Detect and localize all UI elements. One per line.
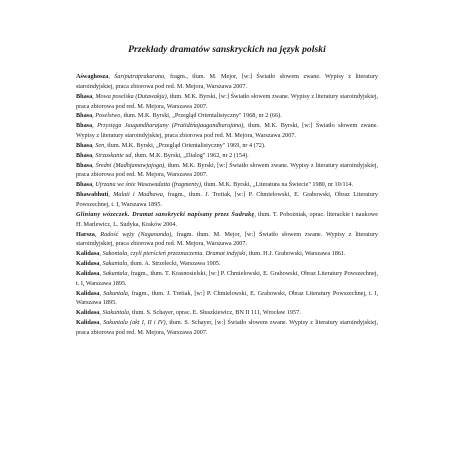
- entry-author: Kalidasa: [76, 260, 100, 268]
- list-item: Bhasa, Ujrzana we śnie Wasawadatta (fragmenty), tłum. M.K. Byrski, „Literatura na Świecie" 1980, nr 10/114.: [76, 181, 354, 189]
- list-item: Kalidasa, Sakuntala, tłum. A. Strzelecki, Warszawa 1905.: [76, 260, 221, 268]
- entry-title: Śariputraprakarana: [114, 73, 165, 80]
- entry-details: , tłum. S. Schayer, oprac. E. Słuszkiewicz, BN II 111, Wrocław 1957.: [128, 309, 301, 317]
- entry-author: Bhawabhuti: [76, 191, 109, 199]
- entry-details: , fragm., tłum. J. Tretiak, [w:] P. Chmielowski, E. Grabowski, Obraz Literatury Powszechnej, t. I, Warszawa 1895.: [76, 289, 378, 307]
- entry-title: Poselstwo: [95, 112, 121, 120]
- entry-author: Kalidasa: [76, 309, 100, 317]
- list-item: Bhasa, Poselstwo, tłum. M.K. Byrski, „Przegląd Orientalistyczny" 1968, nr 2 (66).: [76, 112, 282, 120]
- list-item: [76, 210, 378, 230]
- entry-details: , tłum. M.K. Byrski, [w:] Światło słowem zwane. Wypisy z literatury staroindyjskiej, praca zbiorowa pod red. M. Mejora, Warszawa 2007.: [76, 122, 379, 140]
- entry-author: Kalidasa: [76, 269, 100, 277]
- entry-details: , fragm. tłum. M. Mejor, [w:] Światło słowem zwane. Wypisy z literatury staroindyjskiej, praca zbiorowa pod red. M. Mejora, Warszawa 2007.: [76, 230, 379, 248]
- entry-details: , tłum. T. Pobożniak, oprac. literackie i naukowe H. Marlewicz, L. Sudyka, Kraków 2004.: [76, 210, 378, 228]
- entry-details: , fragm., tłum. M. Mejor, [w:] Światło słowem zwane. Wypisy z literatury staroindyjskiej, praca zbiorowa pod red. M. Mejora, Warszawa 2007.: [76, 73, 378, 90]
- list-item: Bhasa, Mowa poselska (Dutawakja), tłum. M.K. Byrski, [w:] Światło słowem zwane. Wypisy z literatury staroindyjskiej, praca zbiorowa pod red. M. Mejora, Warszawa 2007.: [76, 92, 378, 110]
- list-item: Aśwaghosza, Śariputraprakarana, fragm., tłum. M. Mejor, [w:] Światło słowem zwane. Wypisy z literatury staroindyjskiej, praca zbiorowa pod red. M. Mejora, Warszawa 2007.: [76, 73, 378, 90]
- entry-author: Bhasa: [76, 122, 93, 130]
- entry-title: Sakontala, czyli pierścień przeznaczenia. Dramat indyjski: [102, 250, 246, 258]
- entry-author: Kalidasa: [76, 289, 100, 297]
- entry-author: Aśwaghosza: [76, 73, 109, 80]
- entry-title: Mowa poselska (Dutawakja): [95, 92, 167, 100]
- list-item: Kalidasa, Sakuntala, fragm., tłum. J. Tretiak, [w:] P. Chmielowski, E. Grabowski, Obraz Literatury Powszechnej, t. I, Warszawa 1895.: [76, 289, 378, 307]
- entry-author: Bhasa: [76, 92, 93, 100]
- list-item: Bhawabhuti, Malati i Madhawa, fragm., tłum. J. Tretiak, [w:] P. Chmielowski, E. Grabowski, Obraz Literatury Powszechnej, t. I, Warszawa 1895.: [76, 191, 378, 208]
- entry-author: Harsza: [76, 230, 95, 238]
- entry-author: Bhasa: [76, 112, 93, 120]
- list-item: Bhasa, Strzaskanie ud, tłum. M.K. Byrski, „Dialog" 1962, nr 2 (154).: [76, 151, 249, 159]
- entry-author: Kalidasa: [76, 319, 100, 327]
- list-item: Kalidasa, Sakuntala (akt I, II i IV), tłum. S. Schayer, [w:] Światło słowem zwane. Wypisy z literatury staroindyjskiej, praca zbiorowa pod red. M. Mejora, Warszawa 2007.: [76, 319, 379, 336]
- entry-title: Siakuntala: [102, 309, 129, 317]
- entry-title: Średni (Madhjamawjajoga): [95, 161, 165, 169]
- entry-details: , tłum. M.K. Byrski, „Przegląd Orientalistyczny" 1969, nr 4 (72).: [104, 141, 266, 149]
- entry-author: Bhasa: [76, 181, 93, 189]
- entry-title: Gliniany wózeczek. Dramat sanskrycki napisany przez Śudrakę: [76, 210, 255, 218]
- entry-title: Radość węży (Nagananda): [100, 230, 172, 238]
- entry-title: Malati i Madhawa: [113, 191, 163, 199]
- list-item: Kalidasa, Sakontala, czyli pierścień przeznaczenia. Dramat indyjski, tłum. H.J. Grabowski, Warszawa 1861.: [76, 250, 346, 258]
- entry-author: Bhasa: [76, 141, 93, 149]
- entry-details: , tłum. M.K. Byrski, [w:] Światło słowem zwane. Wypisy z literatury staroindyjskiej, praca zbiorowa pod red. M. Mejora, Warszawa 2007.: [76, 161, 379, 179]
- entry-author: Bhasa: [76, 151, 93, 159]
- entry-details: , tłum. M.K. Byrski, [w:] Światło słowem zwane. Wypisy z literatury staroindyjskiej, praca zbiorowa pod red. M. Mejora, Warszawa 2007.: [76, 92, 378, 110]
- list-item: Harsza, Radość węży (Nagananda), fragm. tłum. M. Mejor, [w:] Światło słowem zwane. Wypisy z literatury staroindyjskiej, praca zbiorowa pod red. M. Mejora, Warszawa 2007.: [76, 230, 379, 248]
- entry-title: Sakuntala: [103, 289, 128, 297]
- entry-title: Przysięga Jaugandharajany (Pratidźńajaugandharajana): [97, 122, 244, 130]
- entry-details: , tłum. S. Schayer, [w:] Światło słowem zwane. Wypisy z literatury staroindyjskiej, praca zbiorowa pod red. M. Mejora, Warszawa 2007.: [76, 319, 379, 336]
- entry-author: Kalidasa: [76, 250, 100, 258]
- entry-title: Sakuntala (akt I, II i IV): [103, 319, 166, 327]
- list-item: Bhasa, Sen, tłum. M.K. Byrski, „Przegląd Orientalistyczny" 1969, nr 4 (72).: [76, 141, 266, 149]
- entry-details: , tłum. H.J. Grabowski, Warszawa 1861.: [245, 250, 346, 258]
- entry-details: , tłum. M.K. Byrski, „Dialog" 1962, nr 2 (154).: [131, 151, 249, 159]
- bibliography-list: [76, 72, 378, 338]
- list-item: Kalidasa, Siakuntala, tłum. S. Schayer, oprac. E. Słuszkiewicz, BN II 111, Wrocław 1957.: [76, 309, 301, 317]
- list-item: Bhasa, Średni (Madhjamawjajoga), tłum. M.K. Byrski, [w:] Światło słowem zwane. Wypisy z literatury staroindyjskiej, praca zbiorowa pod red. M. Mejora, Warszawa 2007.: [76, 161, 379, 179]
- entry-details: , tłum. M.K. Byrski, „Przegląd Orientalistyczny" 1968, nr 2 (66).: [120, 112, 282, 120]
- list-item: Kalidasa, Sakuntala, fragm., tłum. T. Krasnosielski, [w:] P. Chmielowski, E. Grabowski, Obraz Literatury Powszechnej, t. I, Warszawa 1895.: [76, 269, 378, 287]
- list-item: Bhasa, Przysięga Jaugandharajany (Pratidźńajaugandharajana), tłum. M.K. Byrski, [w:] Światło słowem zwane. Wypisy z literatury staroindyjskiej, praca zbiorowa pod red. M. Mejora, Warszawa 2007.: [76, 122, 379, 140]
- entry-details: , fragm., tłum. T. Krasnosielski, [w:] P. Chmielowski, E. Grabowski, Obraz Literatury Powszechnej, t. I, Warszawa 1895.: [76, 269, 378, 287]
- entry-title: Sen: [95, 141, 105, 149]
- entry-author: Bhasa: [76, 161, 93, 169]
- entry-title: Sakuntala: [102, 260, 128, 268]
- entry-details: , tłum. M.K. Byrski, „Literatura na Świecie" 1980, nr 10/114.: [200, 181, 354, 189]
- entry-title: Strzaskanie ud: [95, 151, 132, 159]
- entry-title: Ujrzana we śnie Wasawadatta (fragmenty): [95, 181, 201, 189]
- entry-title: Sakuntala: [102, 269, 128, 277]
- page-title: Przekłady dramatów sanskryckich na język polski: [128, 44, 326, 55]
- document-page: [76, 44, 378, 338]
- entry-details: , fragm., tłum. J. Tretiak, [w:] P. Chmielowski, E. Grabowski, Obraz Literatury Powszechnej, t. I, Warszawa 1895.: [76, 191, 378, 208]
- entry-details: , tłum. A. Strzelecki, Warszawa 1905.: [127, 260, 221, 268]
